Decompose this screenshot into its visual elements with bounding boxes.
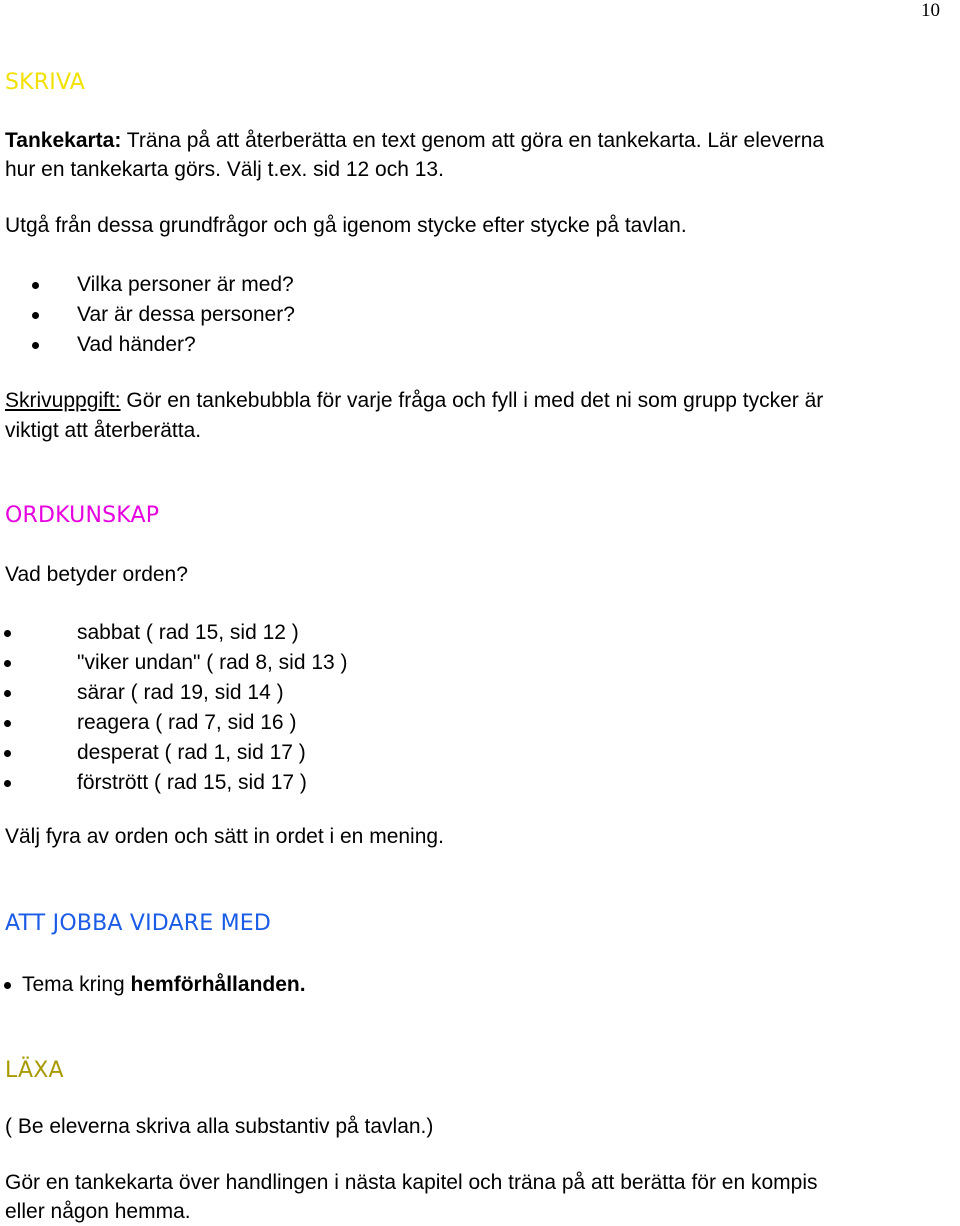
bullet-icon <box>4 660 11 667</box>
vidare-item-bold: hemförhållanden. <box>130 973 306 996</box>
tankekarta-paragraph-line2: hur en tankekarta görs. Välj t.ex. sid 12 och 13. <box>5 158 444 181</box>
tankekarta-text: Träna på att återberätta en text genom att göra en tankekarta. Lär eleverna <box>121 129 825 152</box>
bullet-icon <box>32 342 39 349</box>
bullet-icon <box>4 720 11 727</box>
vidare-heading: ATT JOBBA VIDARE MED <box>5 911 272 936</box>
task-label: Skrivuppgift: <box>5 389 121 412</box>
word-item: reagera ( rad 7, sid 16 ) <box>77 711 297 734</box>
laxa-note: ( Be eleverna skriva alla substantiv på tavlan.) <box>5 1115 434 1138</box>
tankekarta-label: Tankekarta: <box>5 129 122 152</box>
tankekarta-paragraph-line1 <box>5 126 824 155</box>
ordkunskap-instruction: Välj fyra av orden och sätt in ordet i en mening. <box>5 825 444 848</box>
intro-text: Utgå från dessa grundfrågor och gå igenom stycke efter stycke på tavlan. <box>5 214 687 237</box>
word-item: sabbat ( rad 15, sid 12 ) <box>77 621 299 644</box>
word-item: förstrött ( rad 15, sid 17 ) <box>77 771 307 794</box>
question-item: Var är dessa personer? <box>77 303 295 326</box>
vidare-item-prefix: Tema kring <box>22 973 131 996</box>
ordkunskap-heading: ORDKUNSKAP <box>5 503 160 528</box>
bullet-icon <box>4 630 11 637</box>
word-item: särar ( rad 19, sid 14 ) <box>77 681 284 704</box>
word-item: "viker undan" ( rad 8, sid 13 ) <box>77 651 348 674</box>
skriva-heading: SKRIVA <box>5 70 86 95</box>
laxa-text-line1: Gör en tankekarta över handlingen i nästa kapitel och träna på att berätta för en kompis <box>5 1171 818 1194</box>
question-item: Vilka personer är med? <box>77 273 294 296</box>
ordkunskap-question: Vad betyder orden? <box>5 563 188 586</box>
laxa-text-line2: eller någon hemma. <box>5 1200 191 1223</box>
bullet-icon <box>32 312 39 319</box>
laxa-heading: LÄXA <box>5 1058 64 1083</box>
bullet-icon <box>32 282 39 289</box>
page-number: 10 <box>921 0 940 21</box>
bullet-icon <box>4 982 11 989</box>
bullet-icon <box>4 780 11 787</box>
task-text: Gör en tankebubbla för varje fråga och fyll i med det ni som grupp tycker är <box>120 389 824 412</box>
bullet-icon <box>4 750 11 757</box>
bullet-icon <box>4 690 11 697</box>
word-item: desperat ( rad 1, sid 17 ) <box>77 741 306 764</box>
vidare-item <box>22 970 306 999</box>
task-paragraph-line1 <box>5 386 823 415</box>
task-paragraph-line2: viktigt att återberätta. <box>5 419 202 442</box>
question-item: Vad händer? <box>77 333 196 356</box>
